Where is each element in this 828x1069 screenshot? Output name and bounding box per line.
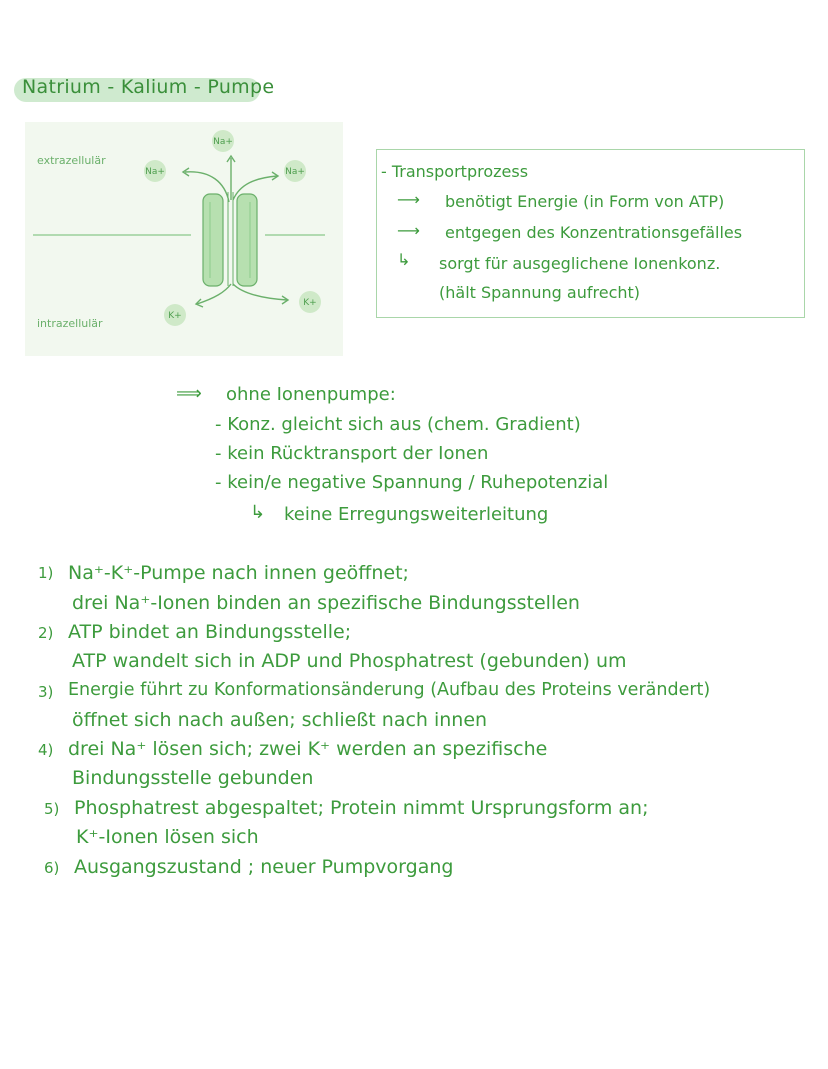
arrow-right-icon: ⟶ <box>397 221 420 240</box>
box-line-2: entgegen des Konzentrationsgefälles <box>445 223 743 242</box>
transport-info-box <box>376 149 805 318</box>
k-arrow-left <box>197 284 231 304</box>
step-4-line-2: Bindungsstelle gebunden <box>72 767 314 789</box>
ion-na-top-label: Na+ <box>213 137 233 147</box>
arrow-corner-icon: ↳ <box>250 502 266 523</box>
double-arrow-icon: ⟹ <box>176 383 202 404</box>
box-line-3: sorgt für ausgeglichene Ionenkonz. <box>439 254 721 273</box>
step-1-line-2: drei Na⁺-Ionen binden an spezifische Bindungsstellen <box>72 592 580 614</box>
ohne-item-2: - kein Rücktransport der Ionen <box>215 443 489 464</box>
ohne-item-3: - kein/e negative Spannung / Ruhepotenzial <box>215 472 609 493</box>
box-line-1: benötigt Energie (in Form von ATP) <box>445 192 725 211</box>
step-number: 3) <box>38 683 54 701</box>
step-number: 1) <box>38 564 54 582</box>
intracellular-label: intrazellulär <box>37 317 103 330</box>
ohne-sub: keine Erregungsweiterleitung <box>284 504 549 525</box>
k-arrow-right <box>233 284 287 300</box>
page-title: Natrium - Kalium - Pumpe <box>22 76 275 98</box>
pump-diagram <box>25 122 343 356</box>
step-2-line-1: ATP bindet an Bindungsstelle; <box>68 621 352 643</box>
step-number: 4) <box>38 741 54 759</box>
box-heading: - Transportprozess <box>381 162 529 181</box>
step-2-line-2: ATP wandelt sich in ADP und Phosphatrest (gebunden) um <box>72 650 627 672</box>
step-number: 2) <box>38 624 54 642</box>
box-line-4: (hält Spannung aufrecht) <box>439 283 641 302</box>
extracellular-label: extrazellulär <box>37 154 106 167</box>
ohne-heading: ohne Ionenpumpe: <box>226 384 396 405</box>
step-5-line-2: K⁺-Ionen lösen sich <box>76 826 259 848</box>
step-3-line-2: öffnet sich nach außen; schließt nach innen <box>72 709 488 731</box>
channel-left-half <box>203 194 223 286</box>
step-number: 5) <box>44 800 60 818</box>
step-4-line-1: drei Na⁺ lösen sich; zwei K⁺ werden an spezifische <box>68 738 548 760</box>
step-5-line-1: Phosphatrest abgespaltet; Protein nimmt Ursprungsform an; <box>74 797 649 819</box>
ion-na-left-label: Na+ <box>145 167 165 177</box>
arrow-corner-icon: ↳ <box>397 250 411 269</box>
arrow-right-icon: ⟶ <box>397 190 420 209</box>
step-6-line-1: Ausgangszustand ; neuer Pumpvorgang <box>74 856 454 878</box>
step-1-line-1: Na⁺-K⁺-Pumpe nach innen geöffnet; <box>68 562 409 584</box>
channel-right-half <box>237 194 257 286</box>
step-number: 6) <box>44 859 60 877</box>
ohne-item-1: - Konz. gleicht sich aus (chem. Gradient) <box>215 414 581 435</box>
ion-k-right-label: K+ <box>303 298 317 308</box>
ion-k-left-label: K+ <box>168 311 182 321</box>
ion-na-right-label: Na+ <box>285 167 305 177</box>
step-3-line-1: Energie führt zu Konformationsänderung (Aufbau des Proteins verändert) <box>68 680 711 700</box>
